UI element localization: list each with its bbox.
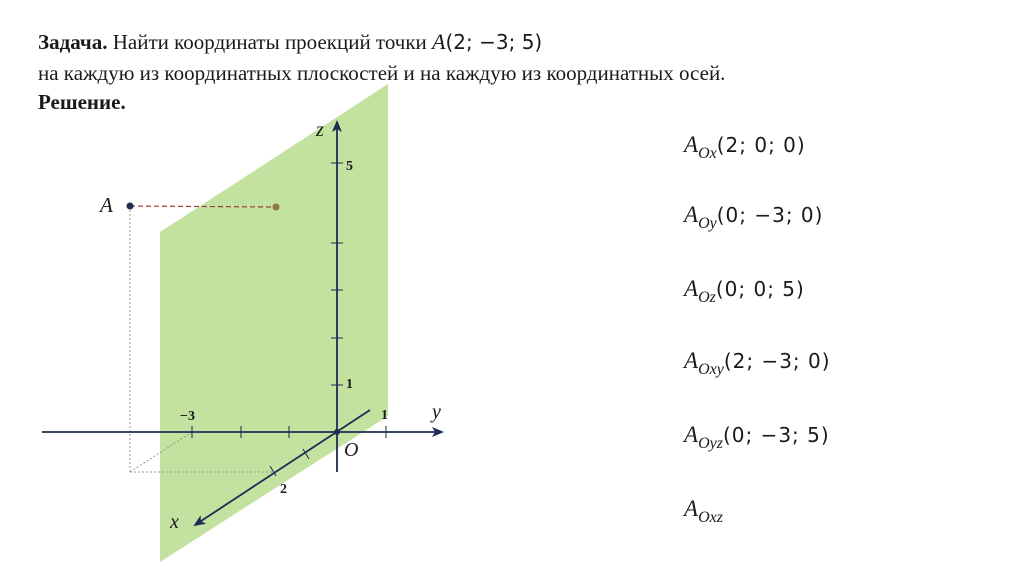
answer-Oy	[684, 202, 824, 232]
point-A-label: A	[100, 193, 113, 217]
problem-text-line1: Найти координаты проекций точки	[112, 30, 427, 54]
tick-label-z5: 5	[346, 159, 353, 174]
answer-letter: A	[684, 202, 699, 227]
answer-letter: A	[684, 132, 699, 157]
answer-coords: (0; −3; 0)	[716, 203, 824, 227]
answer-Oz	[684, 276, 805, 306]
green-plane	[160, 84, 388, 562]
answer-subscript: Oxz	[698, 509, 723, 526]
point-coords: (2; −3; 5)	[445, 30, 543, 54]
answer-Oxy	[684, 348, 831, 378]
axis-label-y: y	[432, 401, 441, 423]
tick-label-z1: 1	[346, 377, 353, 392]
axis-label-x: x	[170, 511, 179, 533]
answer-subscript: Oz	[698, 289, 716, 306]
answer-coords: (0; 0; 5)	[715, 277, 805, 301]
point-A	[127, 203, 134, 210]
answer-subscript: Oxy	[698, 361, 724, 378]
point-letter: A	[432, 29, 446, 54]
tick-label-y-neg3: −3	[180, 409, 195, 424]
projection-point-Ayz	[273, 204, 280, 211]
answer-subscript: Oyz	[698, 435, 723, 452]
solution-label: Решение.	[38, 90, 126, 114]
origin-label: O	[344, 439, 359, 461]
tick-label-x2: 2	[280, 482, 287, 497]
answer-coords: (0; −3; 5)	[722, 423, 830, 447]
answer-Ox	[684, 132, 806, 162]
answer-letter: A	[684, 348, 699, 373]
answer-letter: A	[684, 276, 699, 301]
answer-coords: (2; −3; 0)	[723, 349, 831, 373]
answer-coords: (2; 0; 0)	[716, 133, 806, 157]
answer-subscript: Ox	[698, 145, 717, 162]
answer-letter: A	[684, 496, 699, 521]
problem-text-line2: на каждую из координатных плоскостей и на каждую из координатных осей.	[38, 61, 726, 85]
answer-Oxz	[684, 496, 723, 526]
problem-label: Задача.	[38, 30, 108, 54]
origin-point	[334, 429, 340, 435]
tick-label-y1: 1	[381, 408, 388, 423]
answer-Oyz	[684, 422, 830, 452]
axis-label-z: z	[316, 119, 324, 141]
answer-letter: A	[684, 422, 699, 447]
answer-subscript: Oy	[698, 215, 717, 232]
